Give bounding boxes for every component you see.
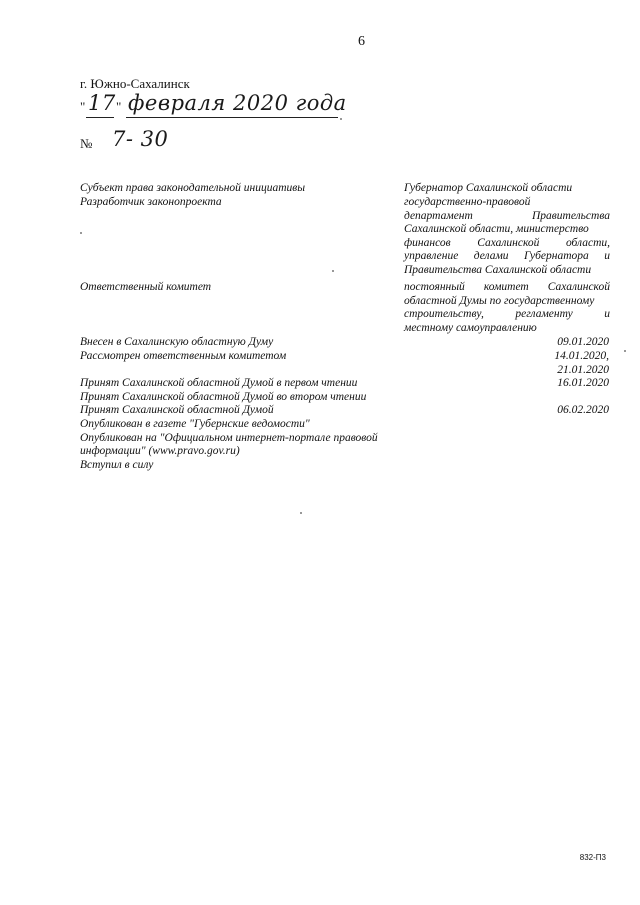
committee-label: Ответственный комитет (80, 281, 212, 293)
adopted-label: Принят Сахалинской областной Думой (80, 404, 274, 416)
number-label: № (80, 136, 93, 151)
submitted-date: 09.01.2020 (557, 336, 609, 348)
published-gazette-label: Опубликован в газете "Губернские ведомости" (80, 418, 310, 430)
developer-line: Сахалинской области, министерство (404, 223, 589, 235)
committee-line: строительству, регламенту и (404, 308, 610, 320)
developer-value (404, 196, 610, 277)
second-reading-label: Принят Сахалинской областной Думой во втором чтении (80, 391, 367, 403)
considered-date-2: 21.01.2020 (557, 364, 609, 376)
day-underline (86, 117, 114, 118)
scan-speck (300, 512, 302, 514)
considered-date-1: 14.01.2020, (554, 350, 609, 362)
city-line: г. Южно-Сахалинск (80, 76, 190, 91)
footer-code: 832-П3 (579, 853, 606, 862)
in-force-label: Вступил в силу (80, 459, 154, 471)
subject-value: Губернатор Сахалинской области (404, 182, 573, 194)
submitted-label: Внесен в Сахалинскую областную Думу (80, 336, 274, 348)
developer-line: управление делами Губернатора и (404, 250, 610, 262)
scan-speck (624, 350, 626, 352)
developer-line: финансов Сахалинской области, (404, 236, 610, 249)
date-line (80, 91, 360, 127)
committee-line: постоянный комитет Сахалинской (404, 281, 610, 293)
first-reading-date: 16.01.2020 (557, 377, 609, 389)
developer-line: Правительства Сахалинской области (404, 263, 592, 276)
handwritten-month-year: февраля 2020 года (128, 91, 347, 115)
committee-line: областной Думы по государственному (404, 294, 595, 307)
adopted-date: 06.02.2020 (557, 404, 609, 416)
close-quote: " (116, 99, 122, 114)
handwritten-day: 17 (88, 91, 116, 115)
scan-speck (332, 270, 334, 272)
open-quote: " (80, 99, 86, 114)
developer-label: Разработчик законопроекта (80, 196, 222, 208)
first-reading-label: Принят Сахалинской областной Думой в первом чтении (80, 377, 358, 389)
handwritten-number: 7- 30 (112, 127, 169, 151)
published-portal-line-1: Опубликован на "Официальном интернет-портале правовой (80, 432, 378, 444)
committee-value (404, 281, 610, 335)
committee-line: местному самоуправлению (404, 321, 537, 334)
scan-speck (340, 118, 342, 120)
considered-label: Рассмотрен ответственным комитетом (80, 350, 287, 362)
month-underline (126, 117, 338, 118)
developer-line: государственно-правовой (404, 196, 531, 208)
subject-label: Субъект права законодательной инициативы (80, 182, 306, 194)
scan-speck (80, 232, 82, 234)
published-portal-line-2: информации" (www.pravo.gov.ru) (80, 445, 240, 457)
developer-line: департамент Правительства (404, 209, 610, 222)
page-number: 6 (358, 34, 365, 49)
